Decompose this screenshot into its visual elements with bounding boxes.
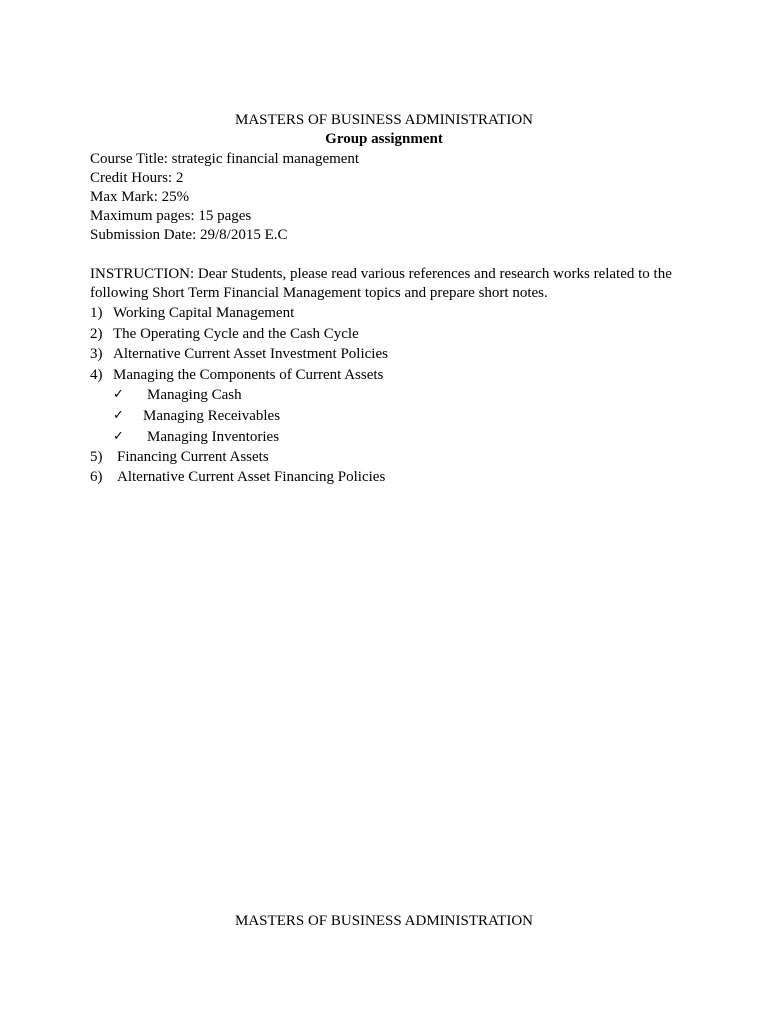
list-item bbox=[90, 304, 294, 323]
list-number: 5) bbox=[90, 449, 103, 465]
list-item bbox=[90, 448, 269, 467]
footer-program-title: MASTERS OF BUSINESS ADMINISTRATION bbox=[235, 913, 533, 929]
course-title: Course Title: strategic financial management bbox=[90, 151, 360, 167]
checkmark-icon: ✓ bbox=[113, 387, 124, 402]
checkmark-icon: ✓ bbox=[113, 429, 124, 444]
program-title: MASTERS OF BUSINESS ADMINISTRATION bbox=[235, 112, 533, 128]
instruction-line-1: INSTRUCTION: Dear Students, please read various references and research works related to the bbox=[90, 266, 672, 282]
list-item bbox=[90, 468, 385, 487]
list-item bbox=[90, 325, 359, 344]
list-number: 2) bbox=[90, 326, 103, 342]
list-item-label: Alternative Current Asset Financing Policies bbox=[117, 469, 386, 485]
list-item-label: Working Capital Management bbox=[113, 305, 295, 321]
submission-date: Submission Date: 29/8/2015 E.C bbox=[90, 227, 288, 243]
list-item bbox=[90, 345, 388, 364]
sub-list-item-label: Managing Cash bbox=[147, 387, 242, 403]
credit-hours: Credit Hours: 2 bbox=[90, 170, 184, 186]
list-number: 4) bbox=[90, 367, 103, 383]
list-number: 3) bbox=[90, 346, 103, 362]
list-item-label: The Operating Cycle and the Cash Cycle bbox=[113, 326, 359, 342]
list-item-label: Financing Current Assets bbox=[117, 449, 269, 465]
max-mark: Max Mark: 25% bbox=[90, 189, 190, 205]
list-item bbox=[90, 366, 383, 385]
maximum-pages: Maximum pages: 15 pages bbox=[90, 208, 252, 224]
list-number: 1) bbox=[90, 305, 103, 321]
checkmark-icon: ✓ bbox=[113, 408, 124, 423]
sub-list-item-label: Managing Inventories bbox=[147, 429, 280, 445]
list-number: 6) bbox=[90, 469, 103, 485]
instruction-line-2: following Short Term Financial Management topics and prepare short notes. bbox=[90, 285, 548, 301]
sub-list-item-label: Managing Receivables bbox=[143, 408, 281, 424]
assignment-type-heading: Group assignment bbox=[325, 131, 443, 147]
list-item-label: Managing the Components of Current Assets bbox=[113, 367, 384, 383]
list-item-label: Alternative Current Asset Investment Policies bbox=[113, 346, 388, 362]
